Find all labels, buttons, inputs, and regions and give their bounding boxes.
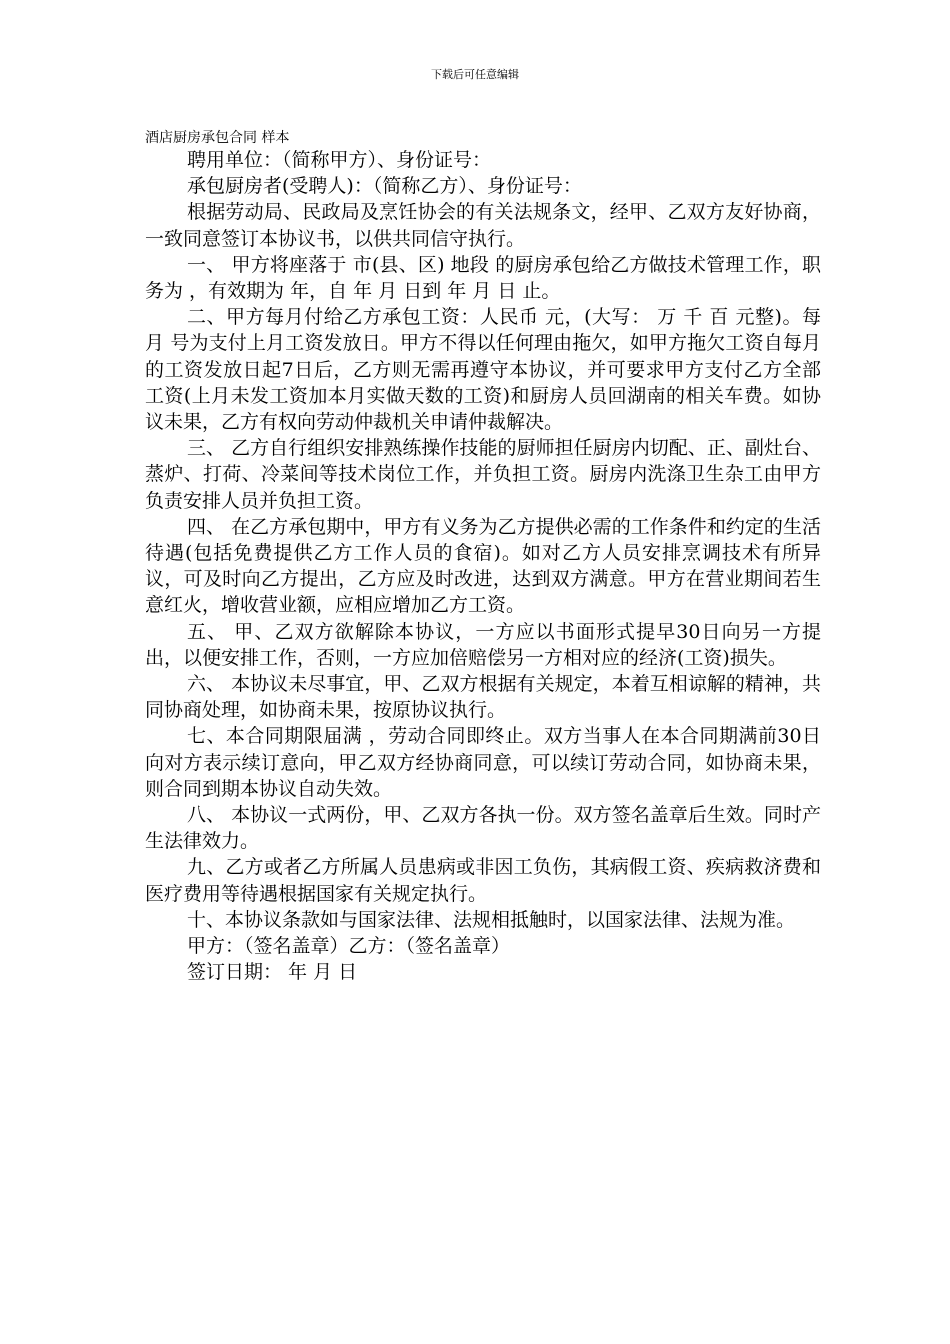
paragraph-clause-1: 一、 甲方将座落于 市(县、区) 地段 的厨房承包给乙方做技术管理工作，职务为 ，有效期为 年，自 年 月 日到 年 月 日 止。 (145, 253, 821, 303)
page-header: 下载后可任意编辑 (431, 68, 519, 81)
contract-body (145, 147, 821, 986)
paragraph-clause-8: 八、 本协议一式两份，甲、乙双方各执一份。双方签名盖章后生效。同时产生法律效力。 (145, 804, 821, 853)
paragraph-clause-9: 九、乙方或者乙方所属人员患病或非因工负伤，其病假工资、疾病救济费和医疗费用等待遇根据国家有关规定执行。 (145, 856, 821, 905)
paragraph-clause-5: 五、 甲、乙双方欲解除本协议，一方应以书面形式提早30日向另一方提出，以便安排工作，否则，一方应加倍赔偿另一方相对应的经济(工资)损失。 (145, 620, 821, 669)
paragraph-preamble: 根据劳动局、民政局及烹饪协会的有关法规条文，经甲、乙双方友好协商，一致同意签订本协议书，以供共同信守执行。 (145, 201, 821, 250)
paragraph-clause-6: 六、 本协议未尽事宜，甲、乙双方根据有关规定，本着互相谅解的精神，共同协商处理，如协商未果，按原协议执行。 (145, 673, 821, 722)
paragraph-contractor: 承包厨房者(受聘人)：（简称乙方）、身份证号： (187, 175, 582, 198)
paragraph-clause-7: 七、本合同期限届满 ，劳动合同即终止。双方当事人在本合同期满前30日向对方表示续订意向，甲乙双方经协商同意，可以续订劳动合同，如协商未果，则合同到期本协议自动失效。 (145, 725, 821, 800)
signature-line: 甲方：（签名盖章）乙方：（签名盖章） (187, 935, 511, 958)
paragraph-clause-2: 二、甲方每月付给乙方承包工资：人民币 元，(大写： 万 千 百 元整)。每月 号为支付上月工资发放日。甲方不得以任何理由拖欠，如甲方拖欠工资自每月的工资发放日起7日后，乙方则无需再遵守本协议，并可要求甲方支付乙方全部工资(上月未发工资加本月实做天数的工资)和厨房人员回湖南的相关车费。如协议未果，乙方有权向劳动仲裁机关申请仲裁解决。 (145, 306, 821, 434)
paragraph-clause-3: 三、 乙方自行组织安排熟练操作技能的厨师担任厨房内切配、正、副灶台、蒸炉、打荷、冷菜间等技术岗位工作，并负担工资。厨房内洗涤卫生杂工由甲方负责安排人员并负担工资。 (145, 437, 821, 512)
signing-date-line: 签订日期： 年 月 日 (187, 961, 358, 984)
paragraph-clause-4: 四、 在乙方承包期中，甲方有义务为乙方提供必需的工作条件和约定的生活待遇(包括免费提供乙方工作人员的食宿)。如对乙方人员安排烹调技术有所异议，可及时向乙方提出，乙方应及时改进，达到双方满意。甲方在营业期间若生意红火，增收营业额，应相应增加乙方工资。 (145, 515, 821, 617)
paragraph-employer: 聘用单位：（简称甲方）、身份证号： (187, 149, 492, 171)
paragraph-clause-10: 十、本协议条款如与国家法律、法规相抵触时，以国家法律、法规为准。 (187, 908, 796, 931)
document-title: 酒店厨房承包合同 样本 (145, 130, 290, 146)
